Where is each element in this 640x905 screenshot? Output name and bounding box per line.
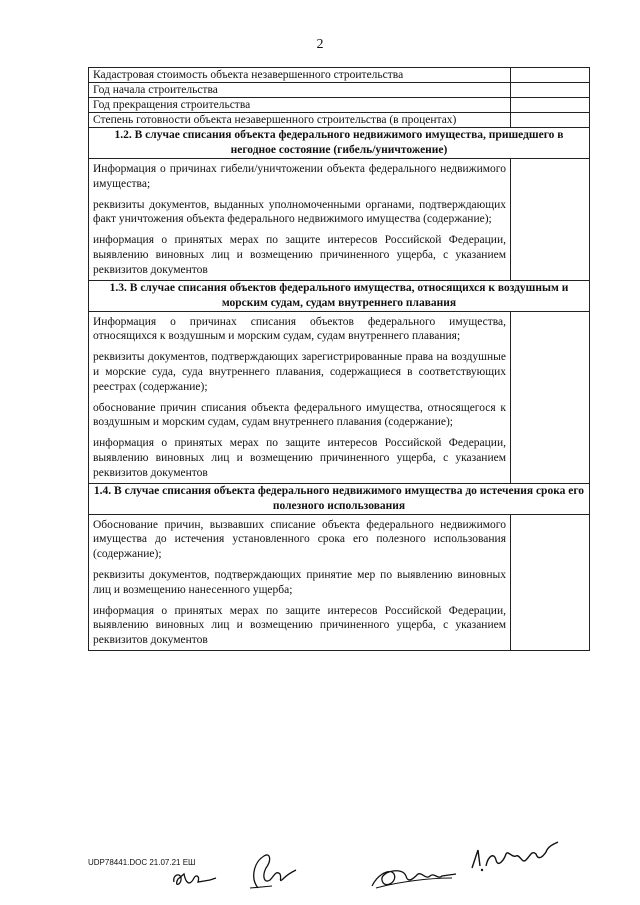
list-item: Информация о причинах гибели/уничтожении объекта федерального недвижимого имущества; bbox=[93, 163, 506, 190]
list-item: Обоснование причин, вызвавших списание объекта федерального недвижимого имущества до истечения установленного срока его полезного использования (содержание); bbox=[93, 518, 506, 561]
table-row bbox=[89, 113, 590, 128]
list-item: информация о принятых мерах по защите интересов Российской Федерации, выявлению виновных лиц и возмещению причиненного ущерба, с указанием реквизитов документов bbox=[93, 437, 506, 479]
footer-doc-id: UDP78441.DOC 21.07.21 ЕШ bbox=[88, 858, 196, 867]
value-cell bbox=[511, 514, 590, 650]
list-item: Информация о причинах списания объектов федерального имущества, относящихся к воздушным и морским судам, судам внутреннего плавания; bbox=[93, 315, 506, 343]
list-item: информация о принятых мерах по защите интересов Российской Федерации, выявлению виновных лиц и возмещению причиненного ущерба, с указанием реквизитов документов bbox=[93, 234, 506, 276]
section-heading-1-4: 1.4. В случае списания объекта федерального недвижимого имущества до истечения срока его полезного использования bbox=[89, 483, 590, 514]
row-label-cadastral-cost: Кадастровая стоимость объекта незавершенного строительства bbox=[89, 68, 511, 83]
section-heading-row bbox=[89, 483, 590, 514]
row-label-start-year: Год начала строительства bbox=[89, 83, 511, 98]
value-cell bbox=[511, 159, 590, 281]
section-body-row bbox=[89, 159, 590, 281]
section-body-row bbox=[89, 311, 590, 483]
section-body-1-4 bbox=[89, 514, 511, 650]
table-row bbox=[89, 68, 590, 83]
section-heading-row bbox=[89, 280, 590, 311]
value-cell bbox=[511, 311, 590, 483]
section-heading-1-3: 1.3. В случае списания объектов федерального имущества, относящихся к воздушным и морским судам, судам внутреннего плавания bbox=[89, 280, 590, 311]
signature-initial-3 bbox=[368, 856, 460, 896]
list-item: информация о принятых мерах по защите интересов Российской Федерации, выявлению виновных лиц и возмещению причиненного ущерба, с указанием реквизитов документов bbox=[93, 604, 506, 647]
value-cell bbox=[511, 113, 590, 128]
section-heading-row bbox=[89, 128, 590, 159]
row-label-readiness: Степень готовности объекта незавершенного строительства (в процентах) bbox=[89, 113, 511, 128]
list-item: реквизиты документов, выданных уполномоченными органами, подтверждающих факт уничтожения объекта федерального недвижимого имущества (содержание); bbox=[93, 198, 506, 226]
table-row bbox=[89, 83, 590, 98]
value-cell bbox=[511, 68, 590, 83]
list-item: реквизиты документов, подтверждающих принятие мер по выявлению виновных лиц и возмещению нанесенного ущерба; bbox=[93, 568, 506, 596]
page-number: 2 bbox=[316, 37, 324, 52]
list-item: реквизиты документов, подтверждающих зарегистрированные права на воздушные и морские суда, суда внутреннего плавания, содержащиеся в соответствующих реестрах (содержание); bbox=[93, 351, 506, 393]
table-row bbox=[89, 98, 590, 113]
signature-initial-4 bbox=[468, 836, 564, 880]
value-cell bbox=[511, 83, 590, 98]
signature-initial-1 bbox=[170, 862, 218, 892]
section-body-1-2 bbox=[89, 159, 511, 281]
section-heading-1-2: 1.2. В случае списания объекта федерального недвижимого имущества, пришедшего в негодное состояние (гибель/уничтожение) bbox=[89, 128, 590, 159]
section-body-row bbox=[89, 514, 590, 650]
value-cell bbox=[511, 98, 590, 113]
signature-initial-2 bbox=[240, 848, 298, 894]
document-table bbox=[88, 67, 590, 651]
list-item: обоснование причин списания объекта федерального имущества, относящегося к воздушным и морским судам, судам внутреннего плавания (содержание); bbox=[93, 401, 506, 429]
section-body-1-3 bbox=[89, 311, 511, 483]
row-label-stop-year: Год прекращения строительства bbox=[89, 98, 511, 113]
